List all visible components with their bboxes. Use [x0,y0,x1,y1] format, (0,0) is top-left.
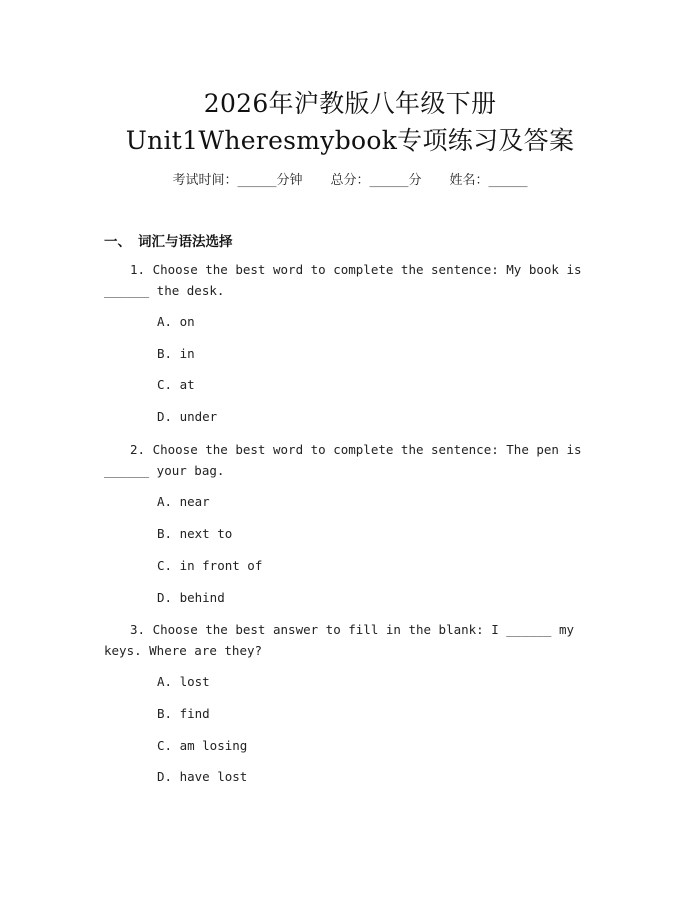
section-title: 词汇与语法选择 [138,234,233,250]
total-score-field: 总分：______分 [330,173,422,188]
question-1-option-a: A. on [157,314,195,329]
section-number: 一、 [104,234,131,250]
question-1-option-b: B. in [157,346,195,361]
question-3-option-d: D. have lost [157,769,248,784]
question-3-option-a: A. lost [157,674,210,689]
question-3-text: 3. Choose the best answer to fill in the blank: I ______ my keys. Where are they? [104,622,575,658]
question-1-text: 1. Choose the best word to complete the sentence: My book is ______ the desk. [104,262,582,298]
question-2-text: 2. Choose the best word to complete the sentence: The pen is ______ your bag. [104,442,582,478]
question-1-option-c: C. at [157,377,195,392]
question-2-option-a: A. near [157,494,210,509]
question-2-option-c: C. in front of [157,558,263,573]
section-heading [104,230,233,250]
question-2-option-d: D. behind [157,590,225,605]
exam-time-field: 考试时间：______分钟 [172,173,303,188]
question-3-option-b: B. find [157,706,210,721]
title-line-2: Unit1Wheresmybook专项练习及答案 [125,126,575,155]
exam-info-line [0,169,700,188]
name-field: 姓名：______ [449,173,528,188]
question-3-option-c: C. am losing [157,738,248,753]
title-line-1: 2026年沪教版八年级下册 [203,89,497,118]
question-2-option-b: B. next to [157,526,233,541]
question-1-option-d: D. under [157,409,218,424]
